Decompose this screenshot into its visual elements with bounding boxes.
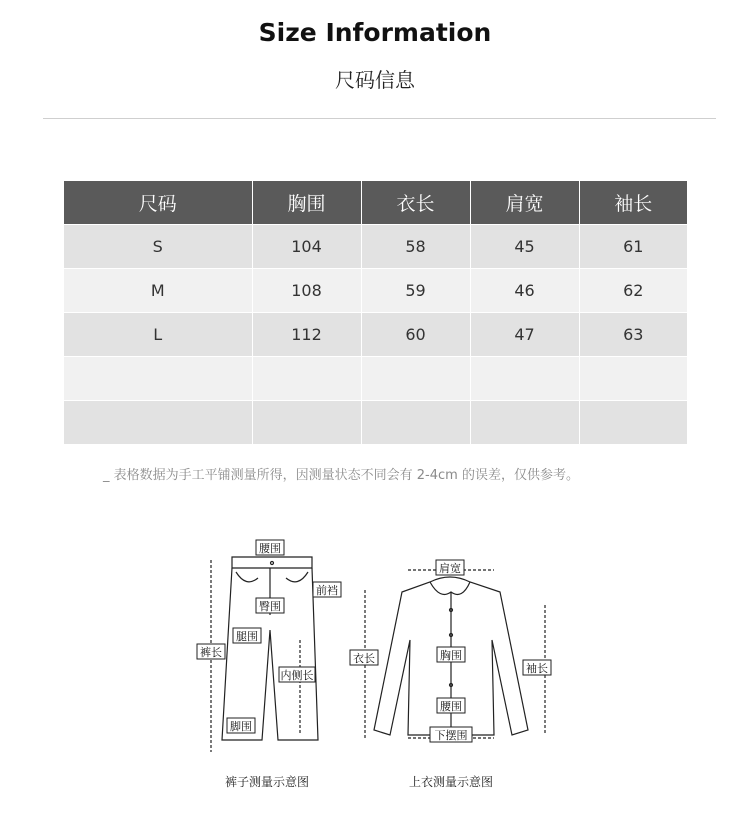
label-rise — [313, 582, 341, 597]
table-cell: 46 — [470, 269, 579, 313]
table-cell — [64, 357, 252, 401]
shirt-caption: 上衣测量示意图 — [409, 775, 494, 789]
header-chest: 胸围 — [252, 181, 361, 225]
table-cell — [579, 401, 687, 445]
label-hip — [256, 598, 284, 613]
table-cell: 47 — [470, 313, 579, 357]
svg-text:腰围: 腰围 — [440, 700, 462, 713]
label-sleeve — [523, 660, 551, 675]
table-cell: S — [64, 225, 252, 269]
table-cell: 60 — [361, 313, 470, 357]
label-shoulder — [436, 560, 464, 575]
page-title: Size Information — [258, 18, 492, 47]
table-cell: 112 — [252, 313, 361, 357]
label-inseam — [279, 667, 315, 682]
label-waist-pants — [256, 540, 284, 555]
table-row — [64, 401, 687, 445]
pants-caption: 裤子测量示意图 — [225, 775, 310, 789]
svg-text:袖长: 袖长 — [526, 662, 548, 675]
table-cell: 62 — [579, 269, 687, 313]
table-cell — [252, 401, 361, 445]
label-hem — [430, 727, 472, 742]
label-shirt-length — [350, 650, 378, 665]
size-table — [64, 181, 687, 444]
svg-text:裤长: 裤长 — [200, 646, 222, 659]
label-thigh — [233, 628, 261, 643]
table-cell: L — [64, 313, 252, 357]
table-row — [64, 357, 687, 401]
svg-text:脚围: 脚围 — [230, 720, 252, 733]
table-cell — [361, 401, 470, 445]
header-length: 衣长 — [361, 181, 470, 225]
header-sleeve: 袖长 — [579, 181, 687, 225]
table-header-row — [64, 181, 687, 225]
table-cell: M — [64, 269, 252, 313]
header-size: 尺码 — [64, 181, 252, 225]
measurement-note: _ 表格数据为手工平铺测量所得，因测量状态不同会有 2-4cm 的误差，仅供参考。 — [103, 468, 579, 483]
svg-text:前裆: 前裆 — [316, 584, 338, 597]
svg-text:衣长: 衣长 — [353, 652, 375, 665]
svg-text:内侧长: 内侧长 — [280, 669, 314, 682]
svg-text:腰围: 腰围 — [259, 542, 281, 555]
table-cell — [252, 357, 361, 401]
svg-text:胸围: 胸围 — [440, 649, 462, 662]
table-cell: 45 — [470, 225, 579, 269]
table-cell: 59 — [361, 269, 470, 313]
table-row — [64, 313, 687, 357]
measurement-diagram — [0, 530, 750, 770]
table-row — [64, 225, 687, 269]
table-cell — [470, 401, 579, 445]
table-cell: 108 — [252, 269, 361, 313]
svg-text:肩宽: 肩宽 — [439, 562, 461, 575]
table-cell — [361, 357, 470, 401]
table-cell: 104 — [252, 225, 361, 269]
table-cell — [64, 401, 252, 445]
table-row — [64, 269, 687, 313]
label-chest — [437, 647, 465, 662]
table-cell: 61 — [579, 225, 687, 269]
table-cell: 63 — [579, 313, 687, 357]
divider — [43, 118, 716, 119]
label-waist-shirt — [437, 698, 465, 713]
header-shoulder: 肩宽 — [470, 181, 579, 225]
label-pants-length — [197, 644, 225, 659]
svg-text:下摆围: 下摆围 — [434, 729, 468, 742]
label-leg-opening — [227, 718, 255, 733]
page-subtitle: 尺码信息 — [335, 68, 415, 92]
svg-text:腿围: 腿围 — [236, 630, 258, 643]
table-cell — [470, 357, 579, 401]
table-cell: 58 — [361, 225, 470, 269]
svg-text:臀围: 臀围 — [259, 600, 281, 613]
table-cell — [579, 357, 687, 401]
